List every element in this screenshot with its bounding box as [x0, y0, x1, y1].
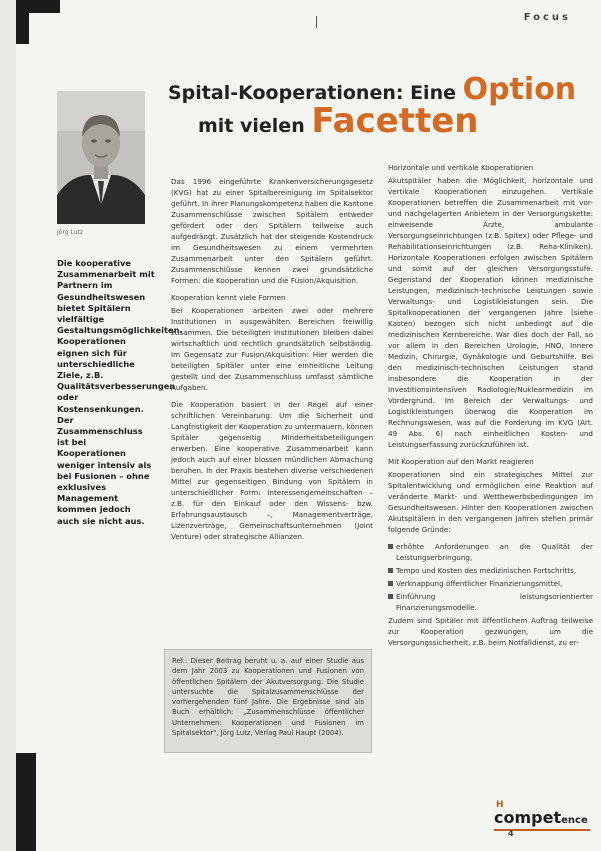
- subheading: Kooperation kennt viele Formen: [171, 293, 286, 302]
- subheading: Mit Kooperation auf den Markt reagieren: [388, 457, 534, 466]
- paragraph: Bei Kooperationen arbeiten zwei oder mehrere Institutionen in ausgewählten Bereichen freiwillig zusammen. Die beteiligten Institutionen bleiben dabei wirtschaftlich und rechtlich grundsätzlich selbständig. Im Gegensatz zur Fusion/Akquisition: Hier werden die beteiligten Spitäler unter eine einheitliche Leitung gestellt und der Zusammenschluss umfasst sämtliche Aufgaben.: [171, 306, 373, 392]
- reasons-list: [388, 541, 593, 613]
- fold-mark: [316, 16, 317, 28]
- corner-mark-top-left: [16, 0, 60, 44]
- page-number: 4: [508, 829, 514, 838]
- photo-caption: Jörg Lutz: [57, 229, 84, 236]
- title-line2-text: mit vielen: [198, 115, 312, 137]
- section-label: Focus: [523, 12, 571, 23]
- title-line1-text: Spital-Kooperationen: Eine: [168, 82, 463, 104]
- corner-mark-bottom-left: [16, 753, 36, 851]
- article-title-line2: [198, 101, 479, 141]
- magazine-page: [16, 0, 601, 851]
- author-photo: [57, 91, 145, 224]
- pull-quote: Die kooperative Zusammenarbeit mit Partnern im Gesundheitswesen bietet Spitälern vielfältige Gestaltungsmöglichkeiten. Kooperationen eignen sich für unterschiedliche Ziele, z.B. Qualitätsverbesserungen oder Kostensenkungen. Der Zusammenschluss ist bei Kooperationen weniger intensiv als bei Fusionen – ohne exklusives Management kommen jedoch auch sie nicht aus.: [57, 258, 183, 526]
- list-item: Tempo und Kosten des medizinischen Fortschritts,: [388, 565, 593, 576]
- text-column-2: [388, 156, 593, 654]
- title-line1-emphasis: Option: [462, 72, 577, 107]
- paragraph: Akutspitäler haben die Möglichkeit, horizontale und vertikale Kooperationen einzugehen. Vertikale Kooperationen betreffen die Zusammenarbeit mit vor- und nachgelagerten Anbietern in der Versorgungskette: einweisende Ärzte, ambulante Versorgungseinrichtungen (z.B. Spitex) oder Pflege- und Rehabilitationseinrichtungen (z.B. Reha-Kliniken). Horizontale Kooperationen erfolgen zwischen Spitälern und somit auf der gleichen Versorgungsstufe. Gegenstand der Kooperation können medizinische Leistungen, medizinisch-technische Leistungen sowie Verwaltungs- und Logistikleistungen sein. Die Spitalkooperationen der vergangenen Jahre (siehe Kasten) bezogen sich nicht unbedingt auf die medizinischen Kernbereiche. War dies doch der Fall, so vor allem in den Bereichen Urologie, HNO, Innere Medizin, Chirurgie, Gynäkologie und Geburtshilfe. Bei den medizinisch-technischen Leistungen stand insbesondere die Kooperation in der Investitionsintensiven Radiologie/Nuklearmedizin im Vordergrund. Im Bereich der Verwaltungs- und Logistikleistungen überwog die Kooperation im Rechnungswesen, was auf die Forderung im KVG (Art. 49 Abs. 6) nach einheitlichen Kosten- und Leistungserfassung zurückzuführen ist.: [388, 176, 593, 449]
- list-item: Verknappung öffentlicher Finanzierungsmittel,: [388, 578, 593, 589]
- logo-wordmark: [494, 808, 588, 827]
- logo-small: ence: [561, 815, 588, 826]
- reference-box: Ref.: Dieser Beitrag beruht u. a. auf einer Studie aus dem Jahr 2003 zu Kooperationen und Fusionen von öffentlichen Spitälern der Akutversorgung. Die Studie untersuchte die Spitalzusammenschlüsse der vorhergehenden fünf Jahre. Die Ergebnisse sind als Buch erhältlich: „Zusammenschlüsse öffentlicher Unternehmen: Kooperationen und Fusionen im Spitalsektor", Jörg Lutz, Verlag Paul Haupt (2004).: [164, 649, 372, 753]
- paragraph: Kooperationen sind ein strategisches Mittel zur Spitalentwicklung und ermöglichen eine Reaktion auf veränderte Markt- und Wettbewerbsbedingungen im Gesundheitswesen. Hinter den Kooperationen zwischen Akutspitälern in den vergangenen Jahren stehen primär folgende Gründe:: [388, 470, 593, 534]
- paragraph: Die Kooperation basiert in der Regel auf einer schriftlichen Vereinbarung. Um die Sicherheit und Langfristigkeit der Kooperation zu untermauern, können Spitäler gegenseitig Minderheitsbeteiligungen erwerben. Eine kooperative Zusammenarbeit kann jedoch auch auf einer blossen mündlichen Abmachung beruhen. In der Praxis bestehen diverse verschiedenen Mittel zur gegenseitigen Bindung von Spitälern in unterschiedlicher Form: Interessengemeinschaften – z.B. für den Einkauf oder den Wissens- bzw. Erfahrungsaustausch –, Managementverträge, Lizenzverträge, Gemeinschaftsunternehmen (Joint Venture) oder strategische Allianzen.: [171, 400, 373, 541]
- paragraph: Das 1996 eingeführte Krankenversicherungsgesetz (KVG) hat zu einer Spitalbereinigung im Spitalsektor geführt. In ihrer Planungskompetenz haben die Kantone Zusammenschlüsse zwischen Spitälern entweder gefördert oder den Spitälern teilweise auch aufgedrängt. Zusätzlich hat der steigende Kostendruck im Gesundheitswesen zu einem vermehrten Zusammenarbeit unter den Spitälern geführt. Zusammenschlüsse kennen zwei grundsätzliche Formen: die Kooperation und die Fusion/Akquisition.: [171, 177, 373, 285]
- paragraph: Zudem sind Spitäler mit öffentlichem Auftrag teilweise zur Kooperation gezwungen, um die Versorgungssicherheit, z.B. beim Notfalldienst, zu er-: [388, 616, 593, 647]
- competence-logo: [494, 800, 594, 830]
- title-line2-emphasis: Facetten: [311, 101, 479, 141]
- logo-main: compet: [494, 808, 562, 827]
- logo-h: H: [496, 800, 504, 810]
- list-item: Einführung leistungsorientierter Finanzierungsmodelle.: [388, 591, 593, 613]
- text-column-1: [171, 176, 373, 548]
- list-item: erhöhte Anforderungen an die Qualität der Leistungserbringung,: [388, 541, 593, 563]
- subheading: Horizontale und vertikale Kooperationen: [388, 163, 534, 172]
